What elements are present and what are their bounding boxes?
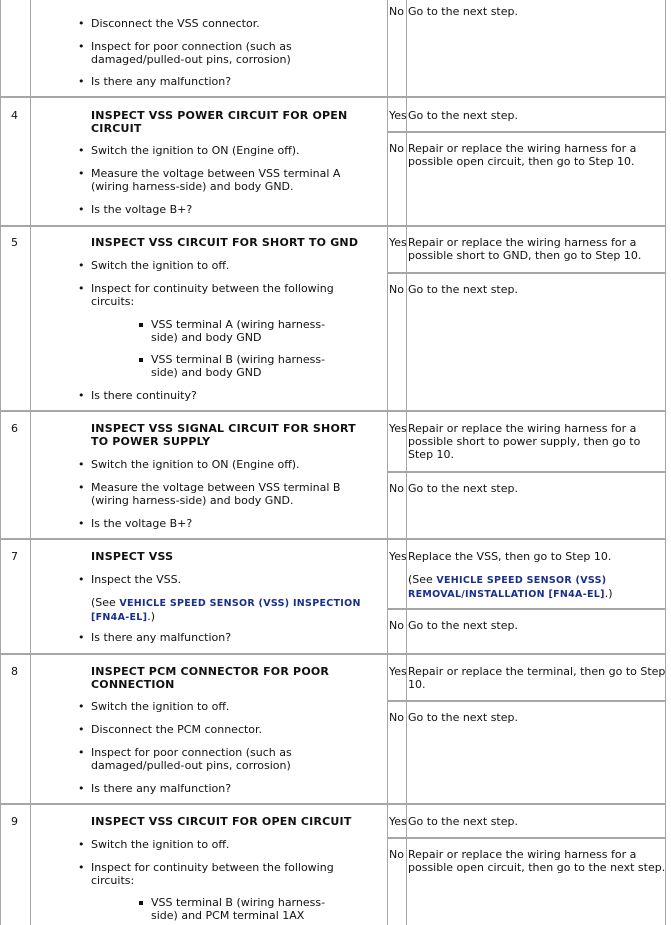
row5-action-yes: Repair or replace the wiring harness for a possible short to GND, then go to Step 10. <box>408 236 642 262</box>
see-prefix: (See <box>408 573 437 586</box>
answer-divider <box>387 272 666 274</box>
row5-item: • Inspect for continuity between the following circuits: <box>91 282 361 308</box>
row7-action-yes: Replace the VSS, then go to Step 10. <box>408 550 612 563</box>
row-divider <box>0 538 666 540</box>
row-divider <box>0 225 666 227</box>
row5-item: • Is there continuity? <box>91 389 361 402</box>
row3-answer: No <box>389 5 404 18</box>
step-number: 5 <box>11 236 18 249</box>
row5-subitem: VSS terminal A (wiring harness-side) and body GND <box>151 318 351 344</box>
row5-subitem: VSS terminal B (wiring harness-side) and body GND <box>151 353 351 379</box>
row8-item: • Disconnect the PCM connector. <box>91 723 361 736</box>
step-title: INSPECT VSS CIRCUIT FOR OPEN CIRCUIT <box>91 815 352 828</box>
row6-item: • Is the voltage B+? <box>91 517 361 530</box>
row4-item: • Switch the ignition to ON (Engine off). <box>91 144 361 157</box>
grid-line-step <box>30 0 31 925</box>
row9-item: • Inspect for continuity between the following circuits: <box>91 861 361 887</box>
row7-action-no: Go to the next step. <box>408 619 518 632</box>
row6-action-yes: Repair or replace the wiring harness for a possible short to power supply, then go to Step 10. <box>408 422 641 461</box>
grid-line-left <box>0 0 1 925</box>
step-title: INSPECT PCM CONNECTOR FOR POOR CONNECTION <box>91 665 330 691</box>
row8-action-no: Go to the next step. <box>408 711 518 724</box>
step-number: 6 <box>11 422 18 435</box>
row7-answer-no: No <box>389 619 404 632</box>
row7-item: • Is there any malfunction? <box>91 631 361 644</box>
row5-action-no: Go to the next step. <box>408 283 518 296</box>
see-prefix: (See <box>91 596 120 609</box>
row9-action-yes: Go to the next step. <box>408 815 518 828</box>
row6-item: • Measure the voltage between VSS terminal B (wiring harness-side) and body GND. <box>91 481 361 507</box>
row7-answer-yes: Yes <box>389 550 407 563</box>
row6-answer-yes: Yes <box>389 422 407 435</box>
step-number: 8 <box>11 665 18 678</box>
row3-item: • Disconnect the VSS connector. <box>91 17 361 30</box>
vss-removal-link[interactable]: VEHICLE SPEED SENSOR (VSS) REMOVAL/INSTALLATION [FN4A-EL] <box>408 575 607 600</box>
row6-item: • Switch the ignition to ON (Engine off). <box>91 458 361 471</box>
row-divider <box>0 653 666 655</box>
row3-item: • Is there any malfunction? <box>91 75 361 88</box>
row3-action: Go to the next step. <box>408 5 518 18</box>
answer-divider <box>387 131 666 133</box>
grid-line-answer <box>406 0 407 925</box>
row6-action-no: Go to the next step. <box>408 482 518 495</box>
step-title: INSPECT VSS POWER CIRCUIT FOR OPEN CIRCUIT <box>91 109 348 135</box>
row5-item: • Switch the ignition to off. <box>91 259 361 272</box>
row9-answer-no: No <box>389 848 404 861</box>
row4-item: • Is the voltage B+? <box>91 203 361 216</box>
row5-answer-no: No <box>389 283 404 296</box>
row8-item: • Inspect for poor connection (such as damaged/pulled-out pins, corrosion) <box>91 746 361 772</box>
row-divider <box>0 96 666 98</box>
row-divider <box>0 410 666 412</box>
grid-line-right <box>665 0 666 925</box>
step-title: INSPECT VSS CIRCUIT FOR SHORT TO GND <box>91 236 359 249</box>
row9-subitem: VSS terminal B (wiring harness-side) and PCM terminal 1AX <box>151 896 351 922</box>
row7-see-reference-answer <box>408 573 666 601</box>
vss-inspection-link[interactable]: VEHICLE SPEED SENSOR (VSS) INSPECTION [FN4A-EL] <box>91 598 361 623</box>
grid-line-mid <box>387 0 388 925</box>
row8-answer-no: No <box>389 711 404 724</box>
step-number: 7 <box>11 550 18 563</box>
step-number: 9 <box>11 815 18 828</box>
step-title: INSPECT VSS SIGNAL CIRCUIT FOR SHORT TO POWER SUPPLY <box>91 422 356 448</box>
row4-answer-no: No <box>389 142 404 155</box>
row9-action-no: Repair or replace the wiring harness for a possible open circuit, then go to the next step. <box>408 848 666 874</box>
answer-divider <box>387 608 666 610</box>
step-title: INSPECT VSS <box>91 550 174 563</box>
answer-divider <box>387 471 666 473</box>
see-suffix: .) <box>604 587 613 600</box>
row8-item: • Is there any malfunction? <box>91 782 361 795</box>
row6-answer-no: No <box>389 482 404 495</box>
row4-action-no: Repair or replace the wiring harness for a possible open circuit, then go to Step 10. <box>408 142 637 168</box>
row5-answer-yes: Yes <box>389 236 407 249</box>
row3-item: • Inspect for poor connection (such as damaged/pulled-out pins, corrosion) <box>91 40 361 66</box>
step-number: 4 <box>11 109 18 122</box>
answer-divider <box>387 700 666 702</box>
row8-action-yes: Repair or replace the terminal, then go to Step 10. <box>408 665 666 691</box>
row9-answer-yes: Yes <box>389 815 407 828</box>
row8-item: • Switch the ignition to off. <box>91 700 361 713</box>
row7-see-reference <box>91 596 371 624</box>
row-divider <box>0 803 666 805</box>
row7-item: • Inspect the VSS. <box>91 573 361 586</box>
row4-action-yes: Go to the next step. <box>408 109 518 122</box>
row4-answer-yes: Yes <box>389 109 407 122</box>
see-suffix: .) <box>147 610 156 623</box>
row4-item: • Measure the voltage between VSS terminal A (wiring harness-side) and body GND. <box>91 167 361 193</box>
row8-answer-yes: Yes <box>389 665 407 678</box>
answer-divider <box>387 837 666 839</box>
row9-item: • Switch the ignition to off. <box>91 838 361 851</box>
